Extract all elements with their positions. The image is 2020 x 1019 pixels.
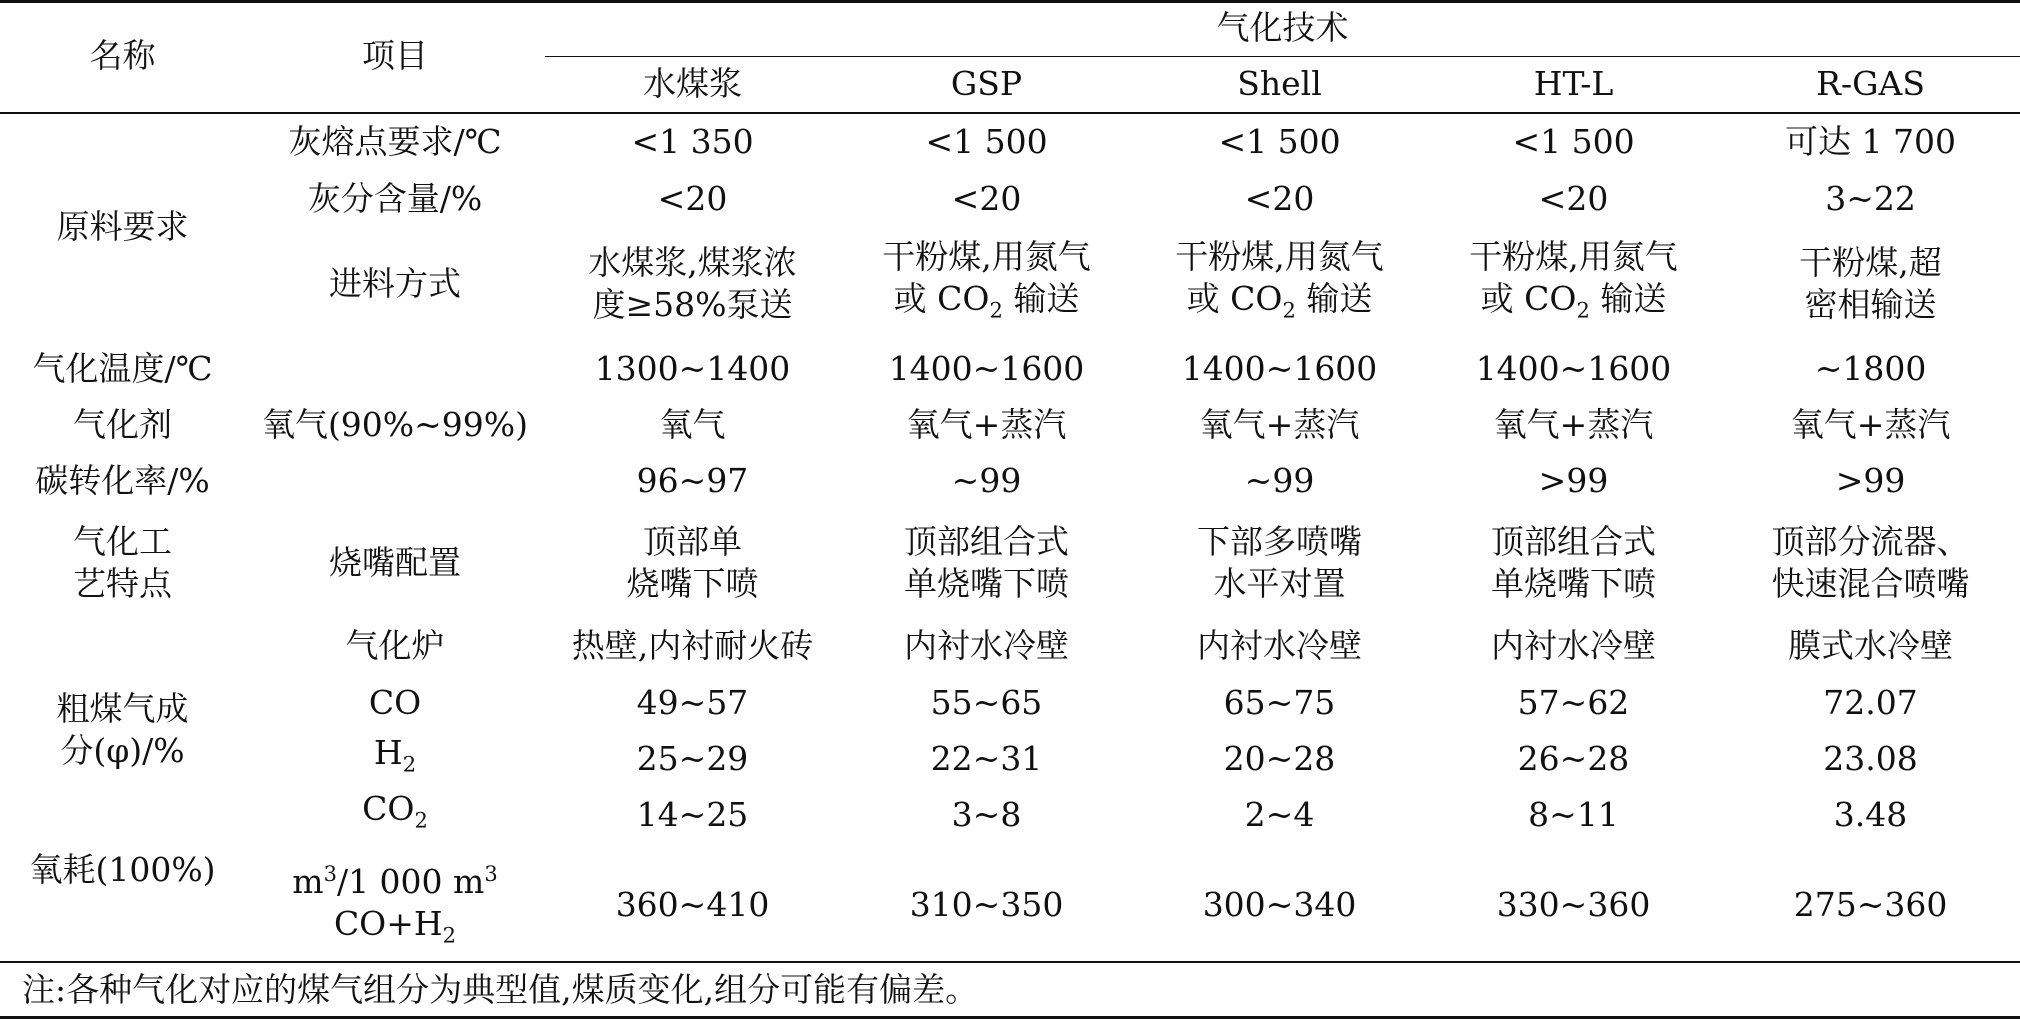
feed-suffix: 输送 — [1295, 278, 1373, 318]
co2-text: 或 CO — [893, 278, 990, 318]
cell-line: 密相输送 — [1804, 284, 1937, 324]
table-row — [0, 617, 2020, 675]
cell: <20 — [657, 178, 728, 218]
cell: ~99 — [951, 461, 1022, 500]
unit-text: /1 000 m — [336, 862, 485, 902]
cell: 氧气+蒸汽 — [1493, 405, 1654, 444]
cell: 热壁,内衬耐火砖 — [571, 626, 814, 665]
cell-line: 度≥58%泵送 — [592, 284, 793, 324]
table-row — [0, 787, 2020, 843]
cell — [1133, 509, 1426, 617]
cell: <20 — [1244, 178, 1315, 218]
cell-line: 艺特点 — [73, 564, 172, 603]
cell-line: 顶部分流器、 — [1771, 522, 1970, 561]
co2-text: 或 CO — [1186, 278, 1283, 318]
row-item — [245, 341, 545, 397]
cell: 49~57 — [636, 683, 749, 722]
cell: <20 — [1538, 178, 1609, 218]
cell: 氧气+蒸汽 — [906, 405, 1067, 444]
cell-line: 水煤浆,煤浆浓 — [588, 242, 797, 282]
header-tech: GSP — [950, 63, 1023, 103]
superscript: 3 — [484, 862, 498, 887]
header-tech: R-GAS — [1816, 63, 1925, 103]
table-row — [0, 843, 2020, 967]
cell: 氧气+蒸汽 — [1199, 405, 1360, 444]
superscript: 3 — [323, 862, 337, 887]
cell: 膜式水冷壁 — [1788, 626, 1954, 665]
cell-line: 干粉煤,用氮气 — [882, 236, 1091, 276]
table-row — [0, 226, 2020, 341]
cell: 1400~1600 — [1181, 349, 1378, 388]
cell: 65~75 — [1223, 683, 1336, 722]
cell-line — [245, 853, 545, 903]
group-gasifying-agent: 气化剂 — [73, 405, 172, 444]
cell: 可达 1 700 — [1785, 121, 1956, 161]
cell — [545, 226, 840, 341]
group-carbon-conversion: 碳转化率/% — [35, 461, 210, 500]
group-oxygen-consumption: 氧耗(100%) — [29, 850, 216, 889]
feed-suffix: 输送 — [1002, 278, 1080, 318]
cell: 氧气+蒸汽 — [1790, 405, 1951, 444]
row-item: 烧嘴配置 — [329, 543, 461, 582]
cell — [1721, 226, 2020, 341]
cell-line: 气化工 — [73, 522, 172, 561]
cell-line — [1426, 278, 1721, 332]
cell: 内衬水冷壁 — [1491, 626, 1656, 665]
row-item: 氧气(90%~99%) — [261, 405, 529, 444]
table-note: 注:各种气化对应的煤气组分为典型值,煤质变化,组分可能有偏差。 — [22, 970, 979, 1009]
cell-line: 顶部组合式 — [1491, 522, 1656, 561]
row-item — [245, 453, 545, 509]
cell: 310~350 — [909, 885, 1064, 924]
cell-line: 粗煤气成 — [56, 689, 189, 728]
cell-line: 干粉煤,用氮气 — [1175, 236, 1384, 276]
cell: >99 — [1538, 461, 1609, 500]
cell: 25~29 — [636, 739, 749, 778]
row-item — [245, 731, 545, 787]
cell: 3.48 — [1833, 795, 1908, 834]
cell — [1426, 226, 1721, 341]
cell — [840, 226, 1133, 341]
cell: 内衬水冷壁 — [904, 626, 1069, 665]
header-tech-group: 气化技术 — [1216, 7, 1349, 47]
cell-line: 水平对置 — [1213, 564, 1346, 603]
cell — [1426, 509, 1721, 617]
cell: <20 — [951, 178, 1022, 218]
group-feedstock: 原料要求 — [56, 206, 189, 246]
cell: 2~4 — [1244, 795, 1315, 834]
cell-line: 干粉煤,用氮气 — [1469, 236, 1678, 276]
cell: 3~22 — [1825, 178, 1916, 218]
group-crude-gas — [0, 617, 245, 843]
cell: 3~8 — [951, 795, 1022, 834]
co2-text: 或 CO — [1480, 278, 1577, 318]
cell: <1 350 — [631, 121, 754, 161]
cell — [840, 509, 1133, 617]
row-item: 灰熔点要求/℃ — [288, 121, 502, 161]
row-item: 灰分含量/% — [307, 178, 483, 218]
subscript: 2 — [402, 752, 417, 777]
cell: 20~28 — [1223, 739, 1336, 778]
table-row — [0, 341, 2020, 397]
table-row — [0, 112, 2020, 171]
row-item — [245, 843, 545, 967]
cell: 26~28 — [1517, 739, 1630, 778]
table-row — [0, 453, 2020, 509]
header-item: 项目 — [362, 36, 428, 75]
cell: ~1800 — [1814, 349, 1927, 388]
cell: 14~25 — [636, 795, 749, 834]
cell-line: 顶部单 — [643, 522, 742, 561]
cell-line: 烧嘴下喷 — [626, 564, 759, 603]
cell-line: 快速混合喷嘴 — [1771, 564, 1970, 603]
unit-text: CO+H — [333, 904, 443, 944]
group-gasification-temp: 气化温度/℃ — [32, 349, 213, 388]
row-item — [245, 787, 545, 843]
row-item: 进料方式 — [329, 263, 461, 303]
cell: <1 500 — [1218, 121, 1341, 161]
cell: 1400~1600 — [1475, 349, 1672, 388]
table-row — [0, 731, 2020, 787]
header-tech: 水煤浆 — [643, 63, 742, 103]
cell: 内衬水冷壁 — [1197, 626, 1362, 665]
cell: 22~31 — [930, 739, 1043, 778]
cell: 57~62 — [1517, 683, 1630, 722]
subscript: 2 — [1282, 298, 1296, 323]
formula-base: CO — [362, 789, 415, 829]
cell-line: 顶部组合式 — [904, 522, 1069, 561]
cell-line — [245, 903, 545, 957]
cell: ~99 — [1244, 461, 1315, 500]
cell-line — [1133, 278, 1426, 332]
table-row — [0, 171, 2020, 226]
header-name: 名称 — [89, 36, 156, 75]
table-row — [0, 397, 2020, 453]
cell-line: 单烧嘴下喷 — [904, 564, 1069, 603]
cell — [1721, 509, 2020, 617]
cell: <1 500 — [1512, 121, 1635, 161]
subscript: 2 — [1576, 298, 1590, 323]
cell-line: 干粉煤,超 — [1799, 242, 1942, 282]
header-tech: Shell — [1237, 63, 1322, 103]
subscript: 2 — [442, 923, 457, 948]
cell: 360~410 — [615, 885, 770, 924]
header-tech: HT-L — [1533, 63, 1614, 103]
table-row — [0, 675, 2020, 731]
cell-line: 分(φ)/% — [60, 731, 185, 770]
group-process-features — [0, 509, 245, 617]
cell: 8~11 — [1528, 795, 1619, 834]
cell: 1300~1400 — [594, 349, 791, 388]
subscript: 2 — [989, 298, 1003, 323]
cell: 96~97 — [636, 461, 749, 500]
cell: 72.07 — [1823, 683, 1918, 722]
cell: 275~360 — [1793, 885, 1948, 924]
cell-line: 单烧嘴下喷 — [1491, 564, 1656, 603]
row-item: 气化炉 — [345, 626, 445, 665]
cell: >99 — [1835, 461, 1906, 500]
cell-line: 下部多喷嘴 — [1197, 522, 1362, 561]
cell: <1 500 — [925, 121, 1048, 161]
cell: 23.08 — [1823, 739, 1918, 778]
cell — [545, 509, 840, 617]
cell: 氧气 — [659, 405, 726, 444]
cell: 55~65 — [930, 683, 1043, 722]
cell-line — [840, 278, 1133, 332]
cell: 330~360 — [1496, 885, 1651, 924]
formula-base: H — [373, 733, 403, 773]
row-item: CO — [368, 683, 422, 722]
cell: 1400~1600 — [888, 349, 1085, 388]
cell: 300~340 — [1202, 885, 1357, 924]
cell — [1133, 226, 1426, 341]
feed-suffix: 输送 — [1589, 278, 1667, 318]
unit-text: m — [292, 862, 324, 902]
header-row-1 — [0, 0, 2020, 55]
subscript: 2 — [414, 808, 428, 833]
table-row — [0, 509, 2020, 617]
